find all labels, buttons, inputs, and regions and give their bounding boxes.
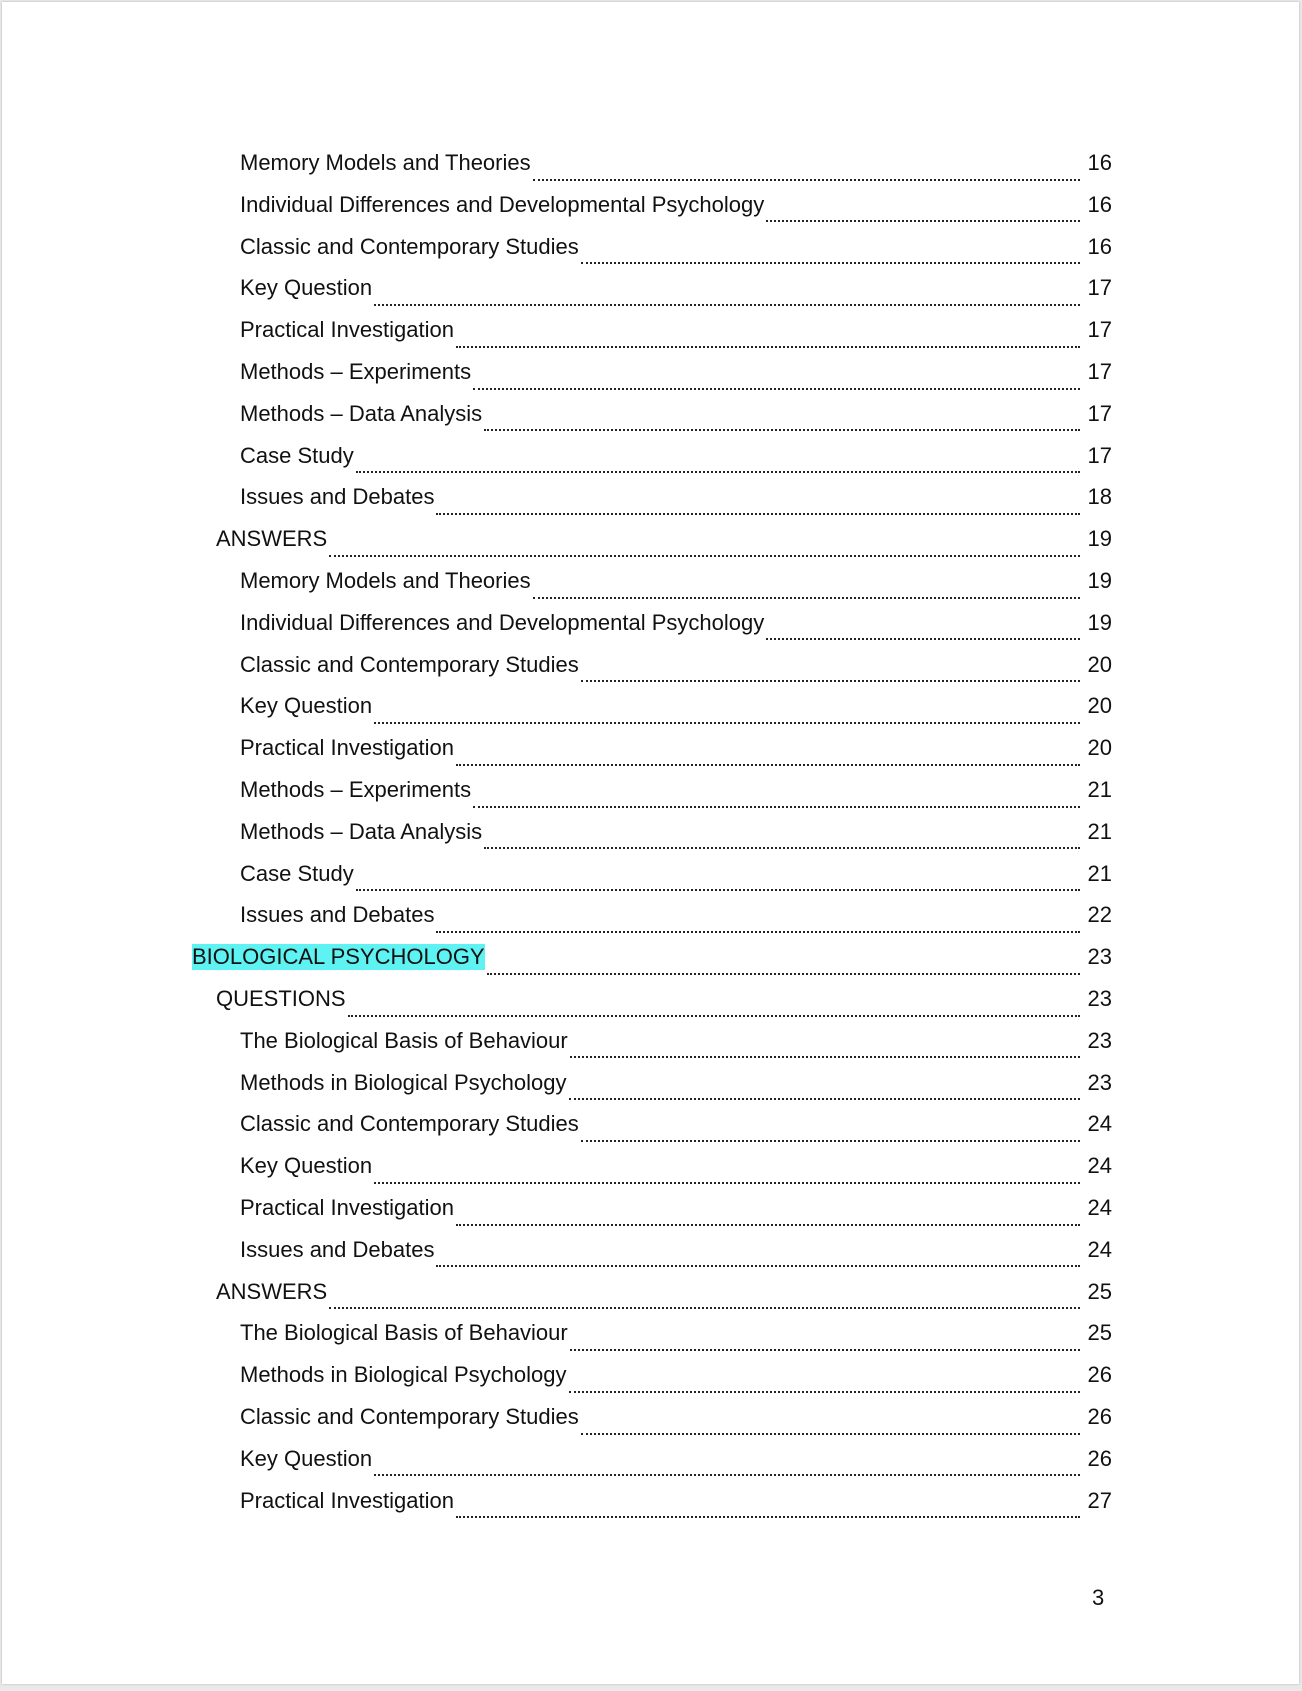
toc-entry[interactable]: [240, 1237, 1112, 1279]
toc-entry-label: Issues and Debates: [240, 484, 435, 510]
toc-entry-page-number: 17: [1087, 400, 1112, 426]
toc-dot-leader: [456, 763, 1080, 766]
toc-dot-leader: [456, 1515, 1080, 1518]
toc-entry[interactable]: [216, 526, 1112, 568]
toc-dot-leader: [487, 972, 1080, 975]
toc-dot-leader: [569, 1390, 1080, 1393]
toc-entry[interactable]: [240, 1070, 1112, 1112]
toc-entry-label: Methods – Data Analysis: [240, 818, 483, 844]
toc-dot-leader: [356, 888, 1080, 891]
toc-dot-leader: [436, 1264, 1080, 1267]
toc-entry[interactable]: [240, 1404, 1112, 1446]
toc-entry-page-number: 20: [1087, 651, 1112, 677]
toc-entry-label: Key Question: [240, 275, 373, 301]
toc-dot-leader: [348, 1014, 1080, 1017]
toc-entry[interactable]: [240, 317, 1112, 359]
toc-entry-label: The Biological Basis of Behaviour: [240, 1320, 568, 1346]
toc-entry-page-number: 17: [1087, 275, 1112, 301]
toc-entry-label: ANSWERS: [216, 1278, 328, 1304]
toc-entry-page-number: 20: [1087, 735, 1112, 761]
toc-entry[interactable]: [240, 652, 1112, 694]
toc-entry-page-number: 24: [1087, 1195, 1112, 1220]
toc-entry-label: Memory Models and Theories: [240, 150, 531, 175]
toc-entry-page-number: 17: [1087, 442, 1112, 468]
toc-entry-page-number: 23: [1087, 986, 1112, 1011]
toc-entry-label: Issues and Debates: [240, 1236, 435, 1262]
toc-entry[interactable]: [240, 819, 1112, 861]
toc-dot-leader: [329, 1306, 1080, 1309]
toc-entry-page-number: 25: [1087, 1320, 1112, 1346]
toc-entry-page-number: 16: [1087, 150, 1112, 175]
toc-dot-leader: [570, 1055, 1080, 1058]
toc-entry-label: Key Question: [240, 1445, 373, 1471]
toc-dot-leader: [484, 428, 1080, 431]
toc-dot-leader: [374, 303, 1080, 306]
toc-dot-leader: [533, 178, 1080, 181]
toc-entry[interactable]: [240, 275, 1112, 317]
toc-entry[interactable]: [240, 610, 1112, 652]
toc-entry-page-number: 24: [1087, 1236, 1112, 1262]
toc-entry-label: Practical Investigation: [240, 735, 454, 761]
toc-entry-page-number: 26: [1087, 1404, 1112, 1429]
toc-entry-label: Classic and Contemporary Studies: [240, 233, 579, 259]
toc-entry[interactable]: [240, 735, 1112, 777]
toc-entry[interactable]: [240, 1111, 1112, 1153]
toc-entry-label: The Biological Basis of Behaviour: [240, 1027, 568, 1053]
toc-entry-label: Key Question: [240, 693, 373, 719]
toc-dot-leader: [356, 470, 1080, 473]
toc-entry[interactable]: [240, 1488, 1112, 1530]
toc-entry-page-number: 26: [1087, 1445, 1112, 1471]
toc-entry-label: Practical Investigation: [240, 1487, 454, 1513]
toc-dot-leader: [473, 805, 1080, 808]
toc-entry[interactable]: [216, 1279, 1112, 1321]
toc-entry-page-number: 16: [1087, 233, 1112, 259]
toc-entry-page-number: 25: [1087, 1278, 1112, 1304]
toc-entry[interactable]: [240, 1320, 1112, 1362]
toc-entry-label: Methods – Experiments: [240, 359, 472, 384]
toc-entry-page-number: 23: [1087, 1027, 1112, 1053]
toc-entry[interactable]: [240, 902, 1112, 944]
toc-dot-leader: [456, 345, 1080, 348]
toc-entry[interactable]: [216, 986, 1112, 1028]
toc-entry[interactable]: [240, 401, 1112, 443]
toc-entry-label: Methods – Data Analysis: [240, 400, 483, 426]
toc-entry[interactable]: [240, 1028, 1112, 1070]
toc-entry-page-number: 24: [1087, 1153, 1112, 1179]
toc-entry-label: ANSWERS: [216, 526, 328, 552]
toc-entry-page-number: 21: [1087, 777, 1112, 802]
toc-entry-label: Memory Models and Theories: [240, 568, 531, 593]
toc-entry[interactable]: [240, 1153, 1112, 1195]
toc-entry-label: QUESTIONS: [216, 986, 346, 1011]
toc-entry-label: Classic and Contemporary Studies: [240, 1404, 579, 1429]
toc-dot-leader: [329, 554, 1080, 557]
toc-dot-leader: [581, 1139, 1080, 1142]
toc-entry-page-number: 27: [1087, 1487, 1112, 1513]
toc-entry-page-number: 19: [1087, 568, 1112, 593]
toc-entry-page-number: 18: [1087, 484, 1112, 510]
toc-entry[interactable]: [240, 359, 1112, 401]
toc-dot-leader: [456, 1223, 1080, 1226]
toc-dot-leader: [436, 512, 1080, 515]
toc-entry-page-number: 23: [1087, 1069, 1112, 1095]
toc-dot-leader: [581, 679, 1080, 682]
toc-entry-label: Practical Investigation: [240, 1195, 454, 1220]
toc-dot-leader: [374, 1181, 1080, 1184]
toc-entry-page-number: 19: [1087, 526, 1112, 552]
toc-entry-page-number: 22: [1087, 902, 1112, 928]
toc-entry[interactable]: [240, 150, 1112, 192]
toc-dot-leader: [473, 387, 1080, 390]
toc-entry-page-number: 24: [1087, 1111, 1112, 1137]
toc-entry[interactable]: [240, 443, 1112, 485]
toc-entry-page-number: 17: [1087, 317, 1112, 343]
toc-entry-page-number: 23: [1087, 944, 1112, 970]
toc-entry[interactable]: [240, 693, 1112, 735]
toc-entry[interactable]: [240, 861, 1112, 903]
toc-entry-label: Issues and Debates: [240, 902, 435, 928]
toc-entry-page-number: 16: [1087, 191, 1112, 217]
toc-entry-label: Classic and Contemporary Studies: [240, 1111, 579, 1137]
toc-entry-page-number: 26: [1087, 1362, 1112, 1388]
toc-dot-leader: [570, 1348, 1080, 1351]
toc-entry-label: Individual Differences and Developmental Psychology: [240, 609, 765, 635]
toc-entry-page-number: 21: [1087, 860, 1112, 886]
toc-entry-label: Classic and Contemporary Studies: [240, 651, 579, 677]
toc-dot-leader: [581, 261, 1080, 264]
toc-entry[interactable]: [240, 234, 1112, 276]
toc-dot-leader: [569, 1097, 1080, 1100]
toc-entry[interactable]: [240, 484, 1112, 526]
toc-entry-label: Case Study: [240, 860, 354, 886]
toc-entry[interactable]: [240, 568, 1112, 610]
toc-dot-leader: [766, 219, 1080, 222]
toc-dot-leader: [533, 596, 1080, 599]
toc-entry-label: Practical Investigation: [240, 317, 454, 343]
toc-entry-page-number: 20: [1087, 693, 1112, 719]
toc-entry-page-number: 21: [1087, 818, 1112, 844]
toc-entry-label: Case Study: [240, 442, 354, 468]
document-page: [2, 2, 1299, 1684]
toc-dot-leader: [436, 930, 1080, 933]
toc-entry-label: BIOLOGICAL PSYCHOLOGY: [192, 944, 485, 970]
toc-entry[interactable]: [240, 192, 1112, 234]
toc-entry-label: Methods in Biological Psychology: [240, 1069, 567, 1095]
toc-dot-leader: [374, 721, 1080, 724]
toc-entry-label: Methods in Biological Psychology: [240, 1362, 567, 1388]
toc-entry-label: Key Question: [240, 1153, 373, 1179]
toc-entry-label: Methods – Experiments: [240, 777, 472, 802]
toc-entry-page-number: 19: [1087, 609, 1112, 635]
toc-dot-leader: [581, 1432, 1080, 1435]
toc-entry-page-number: 17: [1087, 359, 1112, 384]
page-number: 3: [1092, 1585, 1105, 1610]
toc-dot-leader: [374, 1473, 1080, 1476]
toc-entry[interactable]: [240, 1446, 1112, 1488]
toc-entry-label: Individual Differences and Developmental Psychology: [240, 191, 765, 217]
toc-dot-leader: [484, 846, 1080, 849]
toc-entry[interactable]: [240, 777, 1112, 819]
toc-dot-leader: [766, 637, 1080, 640]
toc-entry[interactable]: [192, 944, 1112, 986]
toc-entry[interactable]: [240, 1195, 1112, 1237]
toc-entry[interactable]: [240, 1362, 1112, 1404]
